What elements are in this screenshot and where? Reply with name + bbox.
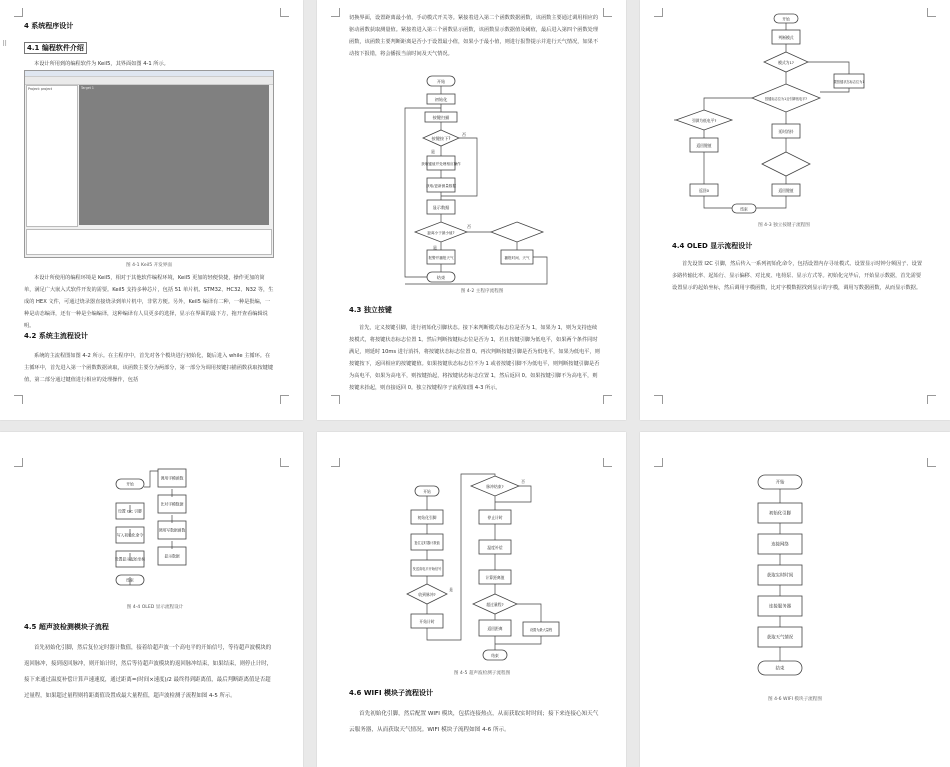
flow-text: 置按键状态标志位为1 [833, 80, 865, 84]
page-5 [317, 432, 626, 767]
heading-4-3: 4.3 独立按键 [349, 306, 392, 314]
flow-text: 否 [466, 224, 472, 229]
flow-text: 计算距离值 [485, 575, 505, 580]
flow-text: 连接网络 [771, 542, 789, 548]
flow-text: 模式为1? [778, 60, 794, 65]
margin-mark [927, 458, 936, 467]
flow-text: 获取天气情况 [766, 635, 794, 641]
paragraph: 首先，定义按键引脚，进行初始化引脚状态。接下来判断模式标志位是否为 1，如果为 1，则为支持连续按模式，将按键状态标志位置 1。然后判断按键标志位是否为 1，若且按键引脚为低电平，如果两个条件同时满足，则延时 10ms 进行消抖，将按键状态标志位置 0。再次判断按键引脚是否为低电平，如果为低电平，则按键按下，返回相应的按键键值。如果按键状态标志位不为 1 或者按键引脚不为低电平，则判断按键引脚是否为高电平，如果为高电平，则按键抬起，将按键状态标志位置 1，然后返回 0。如果按键引脚不为高电平，则按键未抬起，则直接返回 0。独立按键程序子流程如图 4-3 所示。 [349, 325, 600, 391]
margin-mark [603, 395, 612, 404]
flow-text: 判断模式 [778, 35, 794, 40]
flow-text: 引脚为低电平? [691, 118, 717, 123]
margin-mark [654, 458, 663, 467]
margin-mark [927, 8, 936, 17]
flow-text: 返回0 [698, 188, 710, 193]
flow-text: 获取键值并处理相应操作 [421, 162, 461, 166]
ide-editor-area [79, 85, 269, 225]
margin-mark [603, 458, 612, 467]
heading-4: 4 系统程序设计 [24, 22, 74, 30]
margin-mark [280, 8, 289, 17]
flow-text: 调用写数据函数 [158, 527, 186, 533]
figure-caption: 图 4-5 超声波检测子流程图 [453, 671, 511, 676]
heading-4-1[interactable]: 4.1 编程软件介绍 [24, 42, 87, 54]
flow-text: 开始 [436, 79, 446, 84]
ide-project-panel [26, 85, 78, 227]
flow-text: 设置 I2C 引脚 [118, 508, 142, 514]
margin-mark [331, 458, 340, 467]
flow-text: 获取/更新测量数据 [426, 184, 456, 188]
flow-text: 显示数据 [432, 205, 450, 210]
flow-text: 结束 [436, 275, 446, 280]
flow-text: 结束 [775, 666, 785, 672]
flow-text: 开始 [423, 489, 431, 494]
ide-project-label: Project: project [28, 87, 53, 91]
flow-text: 脉冲结束? [486, 484, 504, 489]
drag-handle-icon[interactable]: ⠿ [2, 40, 8, 48]
flow-node [762, 152, 810, 176]
flow-node [491, 222, 543, 242]
page-4 [0, 432, 303, 767]
margin-mark [14, 395, 23, 404]
flow-text: 显示数据 [164, 553, 180, 559]
margin-mark [331, 8, 340, 17]
flow-text: 报警并播报天气 [428, 256, 454, 260]
flow-text: 播报时间、天气 [504, 256, 530, 260]
flow-text: 按键标志位为1且引脚低电平? [765, 97, 807, 101]
flow-text: 结束 [126, 577, 134, 583]
flow-text: 写入初始化命令 [116, 532, 144, 538]
flow-text: 停止计时 [487, 515, 503, 520]
page-3 [640, 0, 950, 420]
heading-4-6: 4.6 WIFI 模块子流程设计 [349, 689, 433, 697]
flow-text: 复位定时器计数值 [414, 541, 440, 545]
figure-caption: 图 4-4 OLED 显示流程设计 [126, 605, 184, 610]
flow-text: 比对字模数据 [160, 501, 184, 507]
flow-text: 是 [449, 587, 453, 592]
flow-text: 发送高电平开始信号 [412, 567, 442, 571]
margin-mark [280, 458, 289, 467]
heading-4-2: 4.2 系统主流程设计 [24, 332, 88, 340]
flow-text: 开始 [782, 16, 790, 22]
paragraph: 首先设置 I2C 引脚，然后传入一系列初始化命令，包括设置内存寻址模式、设置显示时钟分频因子、设置多路传输比率、起始行、显示偏移、对比度、电荷泵、显示方式等。初始化完毕后，开始显示数据，首先需要设置显示的起始坐标，然后调用字模函数，比对字模数据找到显示的字模，调用写数据函数，从而显示数据。 [672, 261, 923, 291]
flow-text: 超过量程? [486, 602, 504, 607]
flow-text: 否 [461, 132, 467, 137]
margin-mark [14, 8, 23, 17]
margin-mark [603, 8, 612, 17]
main-flowchart [397, 74, 567, 286]
flow-text: 调用字模函数 [160, 475, 184, 481]
paragraph: 本设计所使用的编程环境是 Keil5，相对于其他软件编程环境，Keil5 更加的轻便快捷，操作更加的简单，满足广大嵌入式软件开发的需要。Keil5 支持多种芯片，包括 51 单片机、STM32、HC32、N32 等，生成的 HEX 文件，可通过烧录器直接烧录到单片机中，非常方便。另外，Keil5 编译有二种，一种是批编，一种是动态编译，还有一种是全编编译，这种编译有人员更多的选择，显示在界面的最下方，拖开查看编辑说明。 [24, 275, 274, 329]
flow-text: 返回距离 [487, 626, 503, 631]
paragraph: 切换界面，设置距离最小值，手动模式开关等。紧接着进入第二个函数数据函数，该函数主要通过调用相应的驱动函数获取测量值。紧接着进入第三个函数显示函数，该函数显示数据值及阈值，最后进入第四个函数处理函数，该函数主要判断距离是否小于设置最小值，如果小于最小值，则进行报警提示并进行天气情况，如果不动按下报错，将会播报当前时间及天气情况。 [349, 15, 599, 57]
flow-text: 结束 [740, 206, 748, 212]
page-2 [317, 0, 626, 420]
flow-text: 结束 [491, 653, 499, 658]
ide-toolbar [25, 77, 273, 85]
ultrasonic-flowchart [397, 472, 567, 672]
ide-tab: Target 1 [81, 86, 94, 90]
flow-text: 返回键值 [778, 188, 794, 193]
flow-text: 开始计时 [419, 619, 435, 624]
flow-text: 温度补偿 [487, 545, 503, 550]
heading-4-5: 4.5 超声波检测模块子流程 [24, 623, 109, 631]
margin-mark [654, 8, 663, 17]
paragraph: 系统的主流程图如图 4-2 所示。在主程序中，首先对各个模块进行初始化，随后进入 while 主循环。在主循环中，首先进入第一个函数数据读取，该函数主要分为两部分，第一部分为调用按键扫描函数获取按键键值，第二部分通过键值进行相应的处理操作，包括 [24, 353, 274, 383]
flow-text: 是 [430, 149, 436, 154]
flow-text: 距离小于最小值? [427, 231, 455, 235]
intro-text: 本设计所用到的编程软件为 Keil5，其界面如图 4-1 所示。 [34, 61, 169, 67]
flow-text: 按键按下? [431, 136, 451, 141]
flow-text: 设置显示起始坐标 [114, 556, 146, 562]
flow-text: 获取实时时间 [766, 573, 794, 579]
margin-mark [280, 395, 289, 404]
ide-build-output [26, 229, 272, 255]
paragraph: 首先初始化引脚，然后配置 WIFI 模块，包括连接热点，从而获取实时时间；接下来连接心知天气云服务器，从而获取天气情况。WIFI 模块子流程如图 4-6 所示。 [349, 711, 599, 733]
figure-caption: 图 4-3 独立按键子流程图 [758, 223, 810, 228]
flow-text: 是 [432, 245, 438, 250]
flow-text: 初始化引脚 [769, 511, 791, 517]
flow-text: 收到脉冲? [418, 592, 436, 597]
figure-caption: 图 4-1 Keil5 开发界面 [126, 263, 172, 268]
margin-mark [654, 395, 663, 404]
page-1 [0, 0, 303, 420]
flow-text: 连接服务器 [769, 604, 791, 610]
page-6 [640, 432, 950, 767]
paragraph: 首先初始化引脚，然后复位定时器计数值，接着给超声波一个高电平的开始信号，等待超声波模块的返回脉冲，接到返回脉冲，则开始计时，然后等待超声波模块的返回脉冲结束，如果结束，则停止计时，接下来通过温度补偿计算声速速度，通过距离=(时间×速度)/2 最终得到距离值，最后判断距离值是否超过量程，如果超过量程则将距离值设置成最大量程值，超声波检测子流程如图 4-5 所示。 [24, 645, 272, 699]
wifi-flowchart [750, 472, 840, 692]
ide-screenshot [24, 70, 274, 258]
flow-text: 否 [521, 479, 525, 484]
flow-text: 开始 [775, 480, 785, 486]
oled-flowchart [100, 467, 210, 602]
flow-text: 设置为最大量程 [529, 628, 553, 632]
margin-mark [331, 395, 340, 404]
key-flowchart [674, 12, 874, 217]
flow-text: 初始化引脚 [417, 515, 437, 520]
flow-text: 延时消抖 [778, 129, 794, 134]
figure-caption: 图 4-6 WIFI 模块子流程图 [768, 697, 822, 702]
margin-mark [927, 395, 936, 404]
figure-caption: 图 4-2 主程序流程图 [460, 289, 504, 294]
heading-4-4: 4.4 OLED 显示流程设计 [672, 242, 753, 250]
flow-text: 开始 [126, 481, 134, 487]
flow-text: 返回键值 [696, 143, 712, 148]
margin-mark [14, 458, 23, 467]
flow-text: 初始化 [434, 97, 448, 102]
flow-text: 按键扫描 [432, 115, 450, 120]
